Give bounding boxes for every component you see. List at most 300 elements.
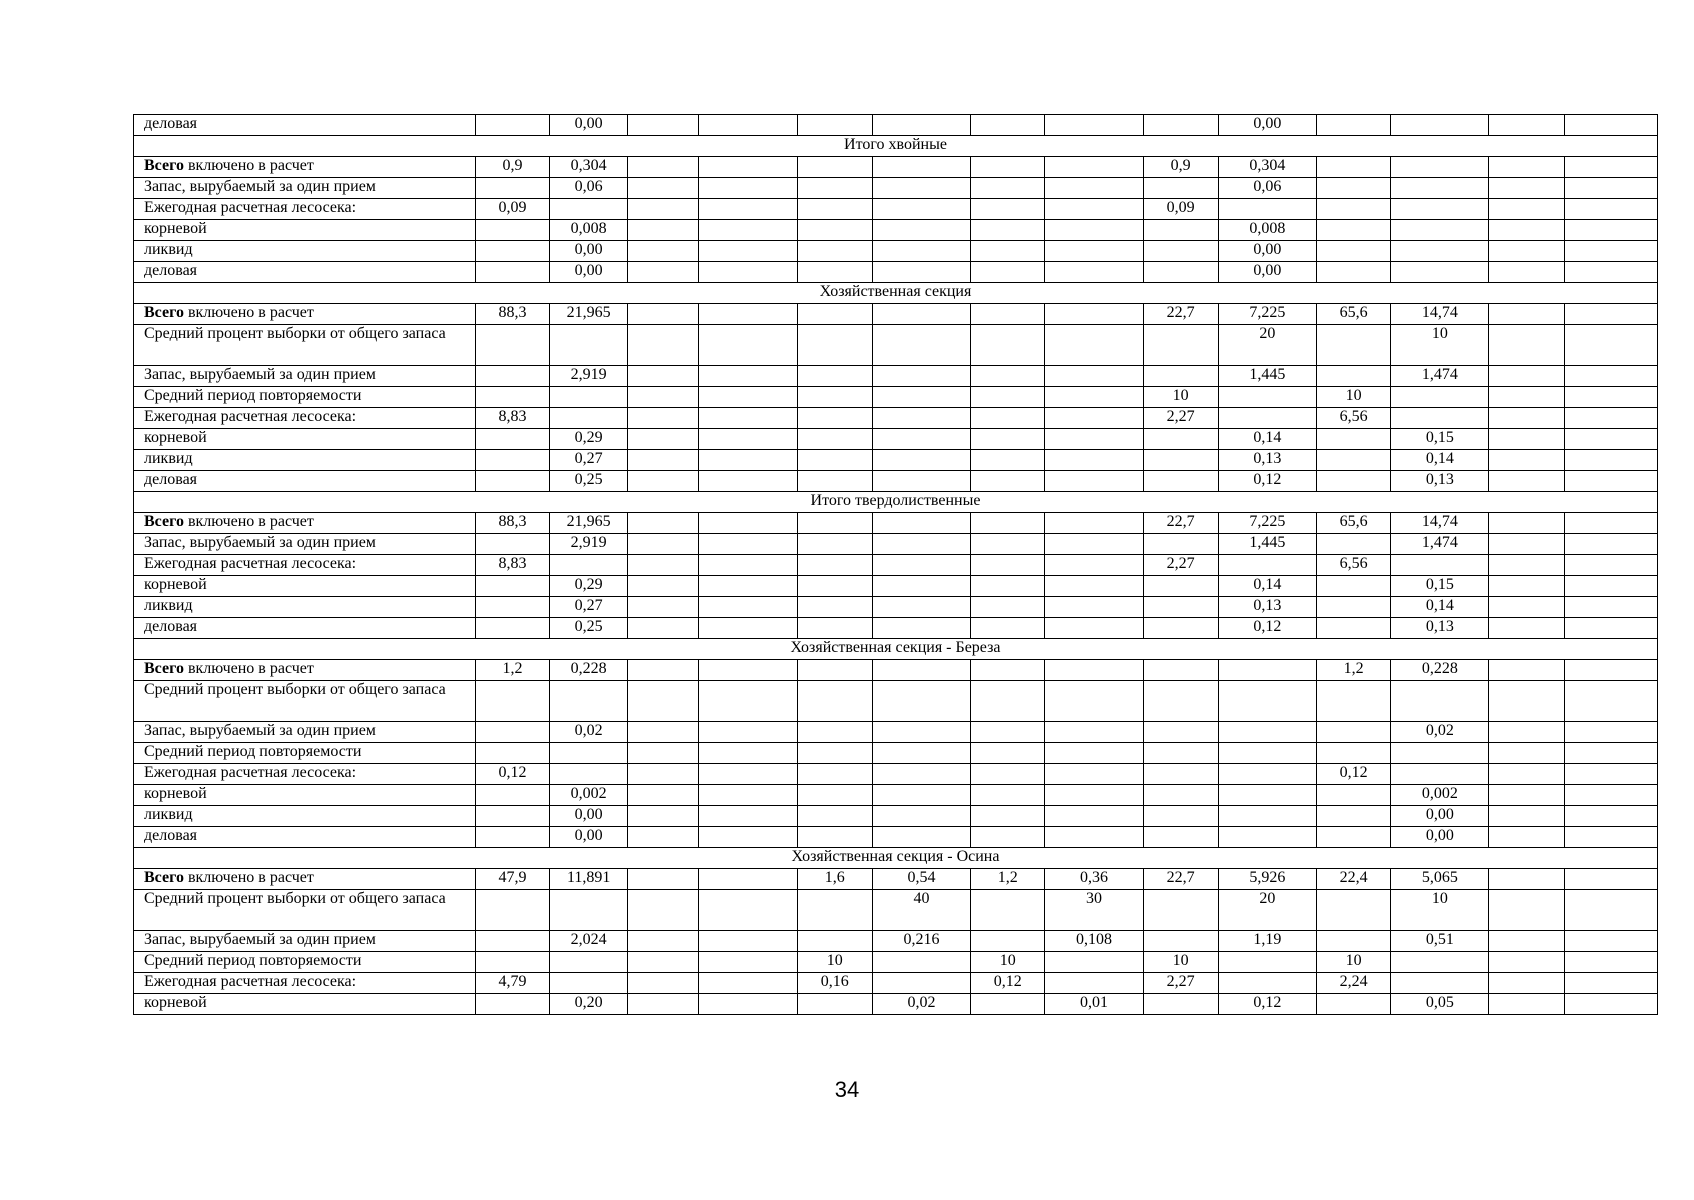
table-cell [699,869,797,890]
table-cell [971,115,1045,136]
table-cell [628,827,699,848]
table-cell [1317,743,1391,764]
table-row [134,220,1658,241]
table-cell: 0,228 [550,660,628,681]
table-cell [699,681,797,722]
table-cell [628,262,699,283]
row-label [134,973,476,994]
table-row [134,408,1658,429]
table-cell: 22,7 [1143,304,1218,325]
table-cell [628,387,699,408]
table-cell [1391,220,1489,241]
table-cell: 20 [1218,890,1316,931]
table-cell: 22,4 [1317,869,1391,890]
table-cell [1143,827,1218,848]
table-cell [1489,304,1564,325]
table-row [134,994,1658,1015]
table-cell [1489,764,1564,785]
table-cell [550,199,628,220]
table-cell [872,534,970,555]
row-label [134,325,476,366]
table-row [134,429,1658,450]
table-cell [1489,890,1564,931]
table-cell [872,262,970,283]
table-row [134,178,1658,199]
row-label [134,115,476,136]
table-cell [1489,973,1564,994]
table-cell [1489,681,1564,722]
table-cell [1564,660,1657,681]
table-cell [797,785,872,806]
table-cell: 0,304 [550,157,628,178]
table-cell [971,450,1045,471]
table-cell [1045,722,1143,743]
table-cell: 0,15 [1391,576,1489,597]
section-title: Итого хвойные [134,136,1658,157]
table-cell [1143,471,1218,492]
row-label-text: корневой [144,994,207,1011]
table-cell: 10 [797,952,872,973]
section-header-row [134,848,1658,869]
table-cell [971,387,1045,408]
table-cell [1489,660,1564,681]
row-label-text: ликвид [144,450,193,467]
table-cell [1317,220,1391,241]
table-cell [797,994,872,1015]
table-cell: 6,56 [1317,408,1391,429]
table-cell [1489,555,1564,576]
row-label-text: Ежегодная расчетная лесосека: [144,555,357,572]
table-cell: 0,27 [550,597,628,618]
table-cell [797,534,872,555]
table-cell [1564,408,1657,429]
section-title: Итого твердолиственные [134,492,1658,513]
table-cell [1317,827,1391,848]
table-cell [699,157,797,178]
table-cell [797,178,872,199]
row-label-text: Средний период повторяемости [144,743,362,760]
table-row [134,806,1658,827]
table-cell [699,555,797,576]
table-cell: 10 [1317,952,1391,973]
table-cell [1317,534,1391,555]
table-cell [628,764,699,785]
table-cell [1564,952,1657,973]
table-cell [1564,597,1657,618]
table-cell [699,262,797,283]
table-cell: 2,024 [550,931,628,952]
table-cell: 0,20 [550,994,628,1015]
table-cell [628,660,699,681]
table-cell [628,931,699,952]
table-cell: 2,27 [1143,973,1218,994]
table-cell [971,994,1045,1015]
table-cell [797,220,872,241]
table-cell [872,366,970,387]
row-label [134,513,476,534]
table-cell [1143,178,1218,199]
table-cell [475,387,549,408]
table-cell: 0,00 [1218,115,1316,136]
table-cell: 0,008 [550,220,628,241]
row-label [134,555,476,576]
table-cell [797,890,872,931]
table-cell [872,387,970,408]
row-label-text: Средний процент выборки от общего запаса [144,890,446,907]
table-cell [1317,806,1391,827]
table-cell [1143,429,1218,450]
table-cell [475,429,549,450]
table-cell [550,764,628,785]
table-cell [1489,994,1564,1015]
table-cell [475,827,549,848]
table-cell [971,366,1045,387]
table-cell [797,429,872,450]
table-cell: 2,24 [1317,973,1391,994]
table-cell [1143,597,1218,618]
table-cell [475,681,549,722]
table-cell [1489,157,1564,178]
table-cell [872,220,970,241]
table-cell [872,178,970,199]
table-cell [1564,262,1657,283]
table-cell [1045,115,1143,136]
table-cell [1564,450,1657,471]
table-cell [971,178,1045,199]
table-cell [971,304,1045,325]
table-cell [1218,743,1316,764]
table-cell: 11,891 [550,869,628,890]
table-cell: 0,25 [550,471,628,492]
table-cell [797,931,872,952]
table-cell [1143,994,1218,1015]
page-number: 34 [834,1077,860,1102]
table-cell [1564,973,1657,994]
table-cell [475,241,549,262]
table-cell [872,618,970,639]
table-cell [1489,785,1564,806]
table-cell [475,325,549,366]
table-cell [1489,952,1564,973]
table-cell [872,513,970,534]
table-cell [872,785,970,806]
row-label [134,220,476,241]
table-cell [628,471,699,492]
table-cell: 5,926 [1218,869,1316,890]
table-cell: 0,12 [971,973,1045,994]
table-cell: 7,225 [1218,513,1316,534]
table-cell [872,597,970,618]
row-label [134,722,476,743]
table-cell [1218,764,1316,785]
table-cell [1143,450,1218,471]
table-cell: 22,7 [1143,513,1218,534]
table-cell [1564,366,1657,387]
table-cell [1564,178,1657,199]
table-cell [475,576,549,597]
table-cell [872,743,970,764]
table-cell [1218,952,1316,973]
table-cell [971,785,1045,806]
table-cell: 0,54 [872,869,970,890]
table-cell [1391,681,1489,722]
table-cell [1317,241,1391,262]
table-cell: 14,74 [1391,304,1489,325]
table-cell [1143,534,1218,555]
section-title: Хозяйственная секция [134,283,1658,304]
table-cell [971,199,1045,220]
table-cell [1143,325,1218,366]
table-cell [971,931,1045,952]
section-title: Хозяйственная секция - Осина [134,848,1658,869]
table-cell [1391,199,1489,220]
table-cell [1045,157,1143,178]
table-cell: 0,228 [1391,660,1489,681]
table-cell [699,722,797,743]
row-label-text: Ежегодная расчетная лесосека: [144,199,357,216]
table-cell [1045,806,1143,827]
table-cell [699,241,797,262]
table-cell: 0,16 [797,973,872,994]
table-cell [475,931,549,952]
table-cell [872,952,970,973]
row-label [134,618,476,639]
table-cell [699,931,797,952]
table-cell [1564,994,1657,1015]
row-label-text: включено в расчет [183,869,314,886]
row-label [134,157,476,178]
table-cell: 1,6 [797,869,872,890]
table-cell [1489,534,1564,555]
table-cell [872,408,970,429]
table-cell: 0,00 [1218,241,1316,262]
table-cell [628,429,699,450]
table-cell: 0,12 [475,764,549,785]
table-cell [797,722,872,743]
table-cell: 6,56 [1317,555,1391,576]
table-cell [1045,660,1143,681]
table-cell [1564,555,1657,576]
table-cell [971,827,1045,848]
table-cell [699,806,797,827]
table-cell: 0,15 [1391,429,1489,450]
table-cell [971,597,1045,618]
table-cell [971,555,1045,576]
table-cell [1564,241,1657,262]
table-cell: 0,06 [550,178,628,199]
table-cell: 1,474 [1391,366,1489,387]
table-cell: 1,2 [1317,660,1391,681]
table-cell [550,952,628,973]
table-cell [797,764,872,785]
table-cell [475,366,549,387]
table-cell [699,764,797,785]
table-cell [1218,660,1316,681]
table-cell [1045,618,1143,639]
table-cell [1391,555,1489,576]
table-cell [872,471,970,492]
table-cell [1045,429,1143,450]
table-cell [1391,241,1489,262]
table-cell: 8,83 [475,555,549,576]
table-cell [1317,199,1391,220]
table-cell [1317,618,1391,639]
row-label-text: Средний процент выборки от общего запаса [144,681,446,698]
table-cell [1317,597,1391,618]
row-label-text: Запас, вырубаемый за один прием [144,178,376,195]
table-cell [1564,157,1657,178]
table-cell [699,597,797,618]
table-cell [1317,890,1391,931]
table-cell [1564,576,1657,597]
table-cell [971,681,1045,722]
table-cell [628,220,699,241]
table-cell: 0,09 [475,199,549,220]
table-cell: 0,09 [1143,199,1218,220]
table-cell: 88,3 [475,304,549,325]
table-cell: 0,02 [550,722,628,743]
table-cell: 0,9 [1143,157,1218,178]
forest-calculation-table [133,114,1658,1015]
table-cell [1317,785,1391,806]
table-cell [550,325,628,366]
section-header-row [134,136,1658,157]
row-label-text: Запас, вырубаемый за один прием [144,931,376,948]
table-cell [872,450,970,471]
table-cell: 65,6 [1317,513,1391,534]
table-cell [699,325,797,366]
table-cell [1489,513,1564,534]
table-cell [1143,115,1218,136]
table-cell: 0,002 [550,785,628,806]
row-label [134,429,476,450]
table-cell [1045,387,1143,408]
table-cell [1564,827,1657,848]
table-cell [1045,199,1143,220]
row-label [134,450,476,471]
table-cell [628,618,699,639]
table-row [134,555,1658,576]
table-cell [475,471,549,492]
table-cell: 0,13 [1218,450,1316,471]
row-label-bold: Всего [144,869,184,886]
table-cell [1489,869,1564,890]
table-cell: 10 [1391,890,1489,931]
table-cell [475,534,549,555]
row-label-text: деловая [144,827,198,844]
row-label [134,534,476,555]
row-label-text: Средний период повторяемости [144,952,362,969]
row-label-text: ликвид [144,241,193,258]
table-cell: 4,79 [475,973,549,994]
table-cell [1391,952,1489,973]
table-cell: 0,13 [1218,597,1316,618]
table-row [134,241,1658,262]
table-cell [971,806,1045,827]
table-cell [628,304,699,325]
table-cell: 0,14 [1218,576,1316,597]
table-cell: 0,00 [1391,827,1489,848]
table-cell [1564,931,1657,952]
table-row [134,450,1658,471]
table-cell [1317,994,1391,1015]
table-cell: 0,36 [1045,869,1143,890]
table-cell [971,325,1045,366]
table-row [134,262,1658,283]
table-cell [1391,764,1489,785]
table-cell [1564,890,1657,931]
table-cell [1564,785,1657,806]
table-row [134,366,1658,387]
row-label [134,869,476,890]
table-cell [1564,387,1657,408]
table-cell: 21,965 [550,304,628,325]
table-cell: 0,13 [1391,471,1489,492]
table-cell [1391,115,1489,136]
table-cell: 0,13 [1391,618,1489,639]
row-label-bold: Всего [144,513,184,530]
table-cell: 2,919 [550,366,628,387]
table-cell: 0,12 [1218,618,1316,639]
table-cell [1317,576,1391,597]
row-label-text: корневой [144,220,207,237]
table-cell: 0,14 [1218,429,1316,450]
table-cell [971,890,1045,931]
table-cell [1564,764,1657,785]
table-cell [872,576,970,597]
table-cell [971,513,1045,534]
table-cell [1045,304,1143,325]
table-cell [1489,450,1564,471]
table-cell: 0,27 [550,450,628,471]
table-cell: 0,05 [1391,994,1489,1015]
table-cell [797,157,872,178]
table-cell [699,220,797,241]
table-cell: 1,19 [1218,931,1316,952]
table-cell: 0,304 [1218,157,1316,178]
table-cell [1045,973,1143,994]
table-cell: 21,965 [550,513,628,534]
table-cell [872,973,970,994]
table-cell [797,555,872,576]
table-cell [550,387,628,408]
row-label [134,660,476,681]
table-cell [1045,764,1143,785]
table-cell [971,262,1045,283]
table-cell [1489,597,1564,618]
table-cell [628,973,699,994]
table-cell [797,471,872,492]
table-row [134,952,1658,973]
table-cell [1045,408,1143,429]
table-cell [1317,429,1391,450]
table-cell [1045,241,1143,262]
table-row [134,304,1658,325]
table-cell [628,534,699,555]
table-cell [1564,743,1657,764]
row-label-text: Ежегодная расчетная лесосека: [144,408,357,425]
row-label-text: включено в расчет [183,157,314,174]
table-cell: 0,00 [1391,806,1489,827]
table-cell [1564,534,1657,555]
table-cell [1564,429,1657,450]
row-label [134,408,476,429]
table-cell [797,513,872,534]
table-cell [628,450,699,471]
table-cell [628,743,699,764]
table-row [134,743,1658,764]
table-cell: 0,02 [872,994,970,1015]
